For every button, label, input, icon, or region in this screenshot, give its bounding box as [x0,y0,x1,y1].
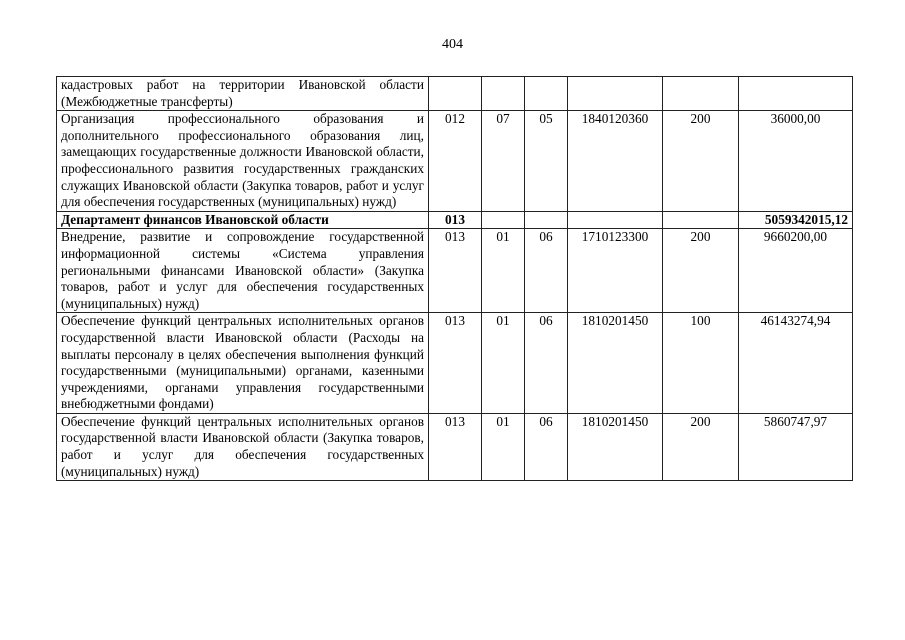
amount: 9660200,00 [739,229,853,313]
table-row [57,313,853,414]
amount: 46143274,94 [739,313,853,414]
expense-name: Обеспечение функций центральных исполнительных органов государственной власти Ивановской области (Закупка товаров, работ и услуг для обеспечения государственных (муниципальных) нужд) [57,413,429,480]
amount: 5059342015,12 [739,211,853,229]
department-name: Департамент финансов Ивановской области [57,211,429,229]
table-row [57,229,853,313]
target-code: 1840120360 [568,111,663,212]
section-code: 01 [482,229,525,313]
department-row [57,211,853,229]
page-number: 404 [442,37,463,52]
expense-type-code: 200 [663,229,739,313]
expense-name: Внедрение, развитие и сопровождение государственной информационной системы «Система управления региональными финансами Ивановской области» (Закупка товаров, работ и услуг для обеспечения государственных (муниципальных) нужд) [57,229,429,313]
section-code: 07 [482,111,525,212]
subsection-code: 06 [525,229,568,313]
subsection-code: 06 [525,413,568,480]
table-row [57,77,853,111]
grbs-code: 012 [429,111,482,212]
grbs-code: 013 [429,229,482,313]
subsection-code [525,77,568,111]
subsection-code [525,211,568,229]
amount: 36000,00 [739,111,853,212]
target-code [568,211,663,229]
expense-name: кадастровых работ на территории Ивановской области (Межбюджетные трансферты) [57,77,429,111]
subsection-code: 05 [525,111,568,212]
amount [739,77,853,111]
expense-name: Обеспечение функций центральных исполнительных органов государственной власти Ивановской области (Расходы на выплаты персоналу в целях обеспечения выполнения функций государственными (муниципальными) органами, казенными учреждениями, органами управления государственными внебюджетными фондами) [57,313,429,414]
section-code [482,77,525,111]
expense-type-code: 200 [663,111,739,212]
expense-type-code: 100 [663,313,739,414]
grbs-code [429,77,482,111]
target-code: 1810201450 [568,413,663,480]
grbs-code: 013 [429,413,482,480]
table-row [57,413,853,480]
expense-type-code [663,211,739,229]
expense-name: Организация профессионального образования и дополнительного профессионального образования лиц, замещающих государственные должности Ивановской области, профессионального развития государственных гражданских служащих Ивановской области (Закупка товаров, работ и услуг для обеспечения государственных (муниципальных) нужд) [57,111,429,212]
budget-table [56,76,853,481]
section-code: 01 [482,413,525,480]
grbs-code: 013 [429,313,482,414]
section-code: 01 [482,313,525,414]
target-code [568,77,663,111]
section-code [482,211,525,229]
subsection-code: 06 [525,313,568,414]
table-row [57,111,853,212]
target-code: 1810201450 [568,313,663,414]
expense-type-code [663,77,739,111]
target-code: 1710123300 [568,229,663,313]
amount: 5860747,97 [739,413,853,480]
grbs-code: 013 [429,211,482,229]
expense-type-code: 200 [663,413,739,480]
